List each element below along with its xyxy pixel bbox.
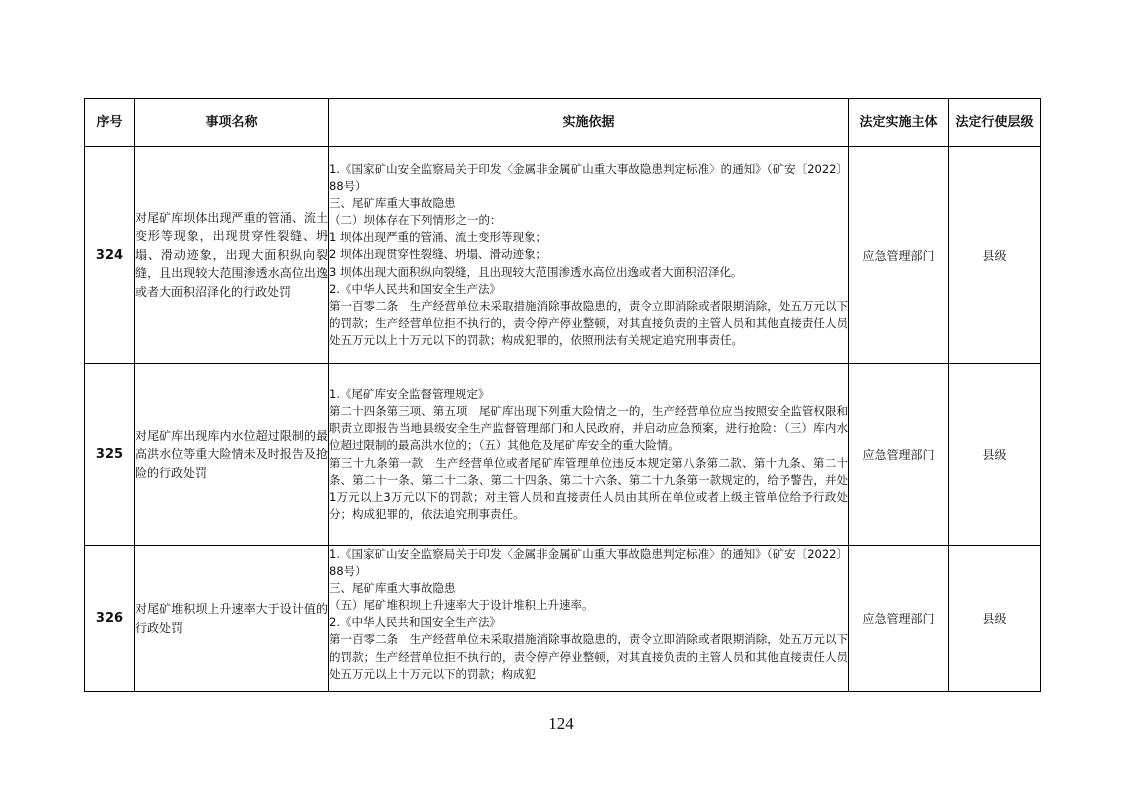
table-header-row	[85, 99, 1041, 147]
basis-line: 三、尾矿库重大事故隐患	[329, 196, 456, 211]
row-seq: 324	[85, 147, 135, 364]
basis-line: 第三十九条第一款 生产经营单位或者尾矿库管理单位违反本规定第八条第二款、第十九条、第二十条、第二十一条、第二十二条、第二十四条、第二十六条、第二十九条第一款规定的，给予警告，并处1万元以上3万元以下的罚款；对主管人员和直接责任人员由其所在单位或者上级主管单位给予行政处分；构成犯罪的，依法追究刑事责任。	[329, 455, 848, 521]
basis-line: 2.《中华人民共和国安全生产法》	[329, 281, 501, 296]
row-level: 县级	[949, 364, 1041, 546]
basis-line: 第一百零二条 生产经营单位未采取措施消除事故隐患的，责令立即消除或者限期消除，处五万元以下的罚款；生产经营单位拒不执行的，责令停产停业整顿，对其直接负责的主管人员和其他直接责任人员处五万元以上十万元以下的罚款；构成犯罪的，依照刑法有关规定追究刑事责任。	[329, 298, 848, 347]
row-item-name: 对尾矿堆积坝上升速率大于设计值的行政处罚	[135, 546, 329, 692]
basis-line: 1 坝体出现严重的管涌、流土变形等现象；	[329, 230, 547, 245]
table-row	[85, 364, 1041, 546]
row-item-name: 对尾矿库坝体出现严重的管涌、流土变形等现象，出现贯穿性裂缝、坍塌、滑动迹象，出现大面积纵向裂缝，且出现较大范围渗透水高位出逸或者大面积沼泽化的行政处罚	[135, 147, 329, 364]
table-row	[85, 546, 1041, 692]
header-seq: 序号	[85, 99, 135, 147]
basis-line: 2 坝体出现贯穿性裂缝、坍塌、滑动迹象；	[329, 247, 547, 262]
basis-line: 1.《国家矿山安全监察局关于印发〈金属非金属矿山重大事故隐患判定标准〉的通知》（矿安〔2022〕88号）	[329, 161, 848, 194]
row-basis	[329, 364, 849, 546]
page-number: 124	[548, 714, 574, 733]
header-name: 事项名称	[135, 99, 329, 147]
row-subject: 应急管理部门	[849, 147, 949, 364]
basis-line: 3 坝体出现大面积纵向裂缝，且出现较大范围渗透水高位出逸或者大面积沼泽化。	[329, 264, 743, 279]
basis-line: 1.《尾矿库安全监督管理规定》	[329, 387, 490, 402]
row-item-name: 对尾矿库出现库内水位超过限制的最高洪水位等重大险情未及时报告及抢险的行政处罚	[135, 364, 329, 546]
row-subject: 应急管理部门	[849, 546, 949, 692]
row-level: 县级	[949, 147, 1041, 364]
basis-line: 1.《国家矿山安全监察局关于印发〈金属非金属矿山重大事故隐患判定标准〉的通知》（矿安〔2022〕88号）	[329, 547, 848, 579]
row-seq: 326	[85, 546, 135, 692]
header-subject: 法定实施主体	[849, 99, 949, 147]
basis-line: 第二十四条第三项、第五项 尾矿库出现下列重大险情之一的，生产经营单位应当按照安全监管权限和职责立即报告当地县级安全生产监督管理部门和人民政府，并启动应急预案，进行抢险：（三）库内水位超过限制的最高洪水位的；（五）其他危及尾矿库安全的重大险情。	[329, 404, 848, 453]
enforcement-items-table	[84, 98, 1041, 692]
basis-line: （五）尾矿堆积坝上升速率大于设计堆积上升速率。	[329, 598, 594, 613]
basis-line: 第一百零二条 生产经营单位未采取措施消除事故隐患的，责令立即消除或者限期消除，处五万元以下的罚款；生产经营单位拒不执行的，责令停产停业整顿，对其直接负责的主管人员和其他直接责任人员处五万元以上十万元以下的罚款；构成犯	[329, 632, 848, 681]
header-basis: 实施依据	[329, 99, 849, 147]
row-subject: 应急管理部门	[849, 364, 949, 546]
basis-line: 三、尾矿库重大事故隐患	[329, 581, 456, 596]
row-level: 县级	[949, 546, 1041, 692]
header-level: 法定行使层级	[949, 99, 1041, 147]
basis-line: （二）坝体存在下列情形之一的：	[329, 213, 502, 228]
row-basis	[329, 546, 849, 692]
row-seq: 325	[85, 364, 135, 546]
table-row	[85, 147, 1041, 364]
basis-line: 2.《中华人民共和国安全生产法》	[329, 615, 501, 630]
row-basis	[329, 147, 849, 364]
